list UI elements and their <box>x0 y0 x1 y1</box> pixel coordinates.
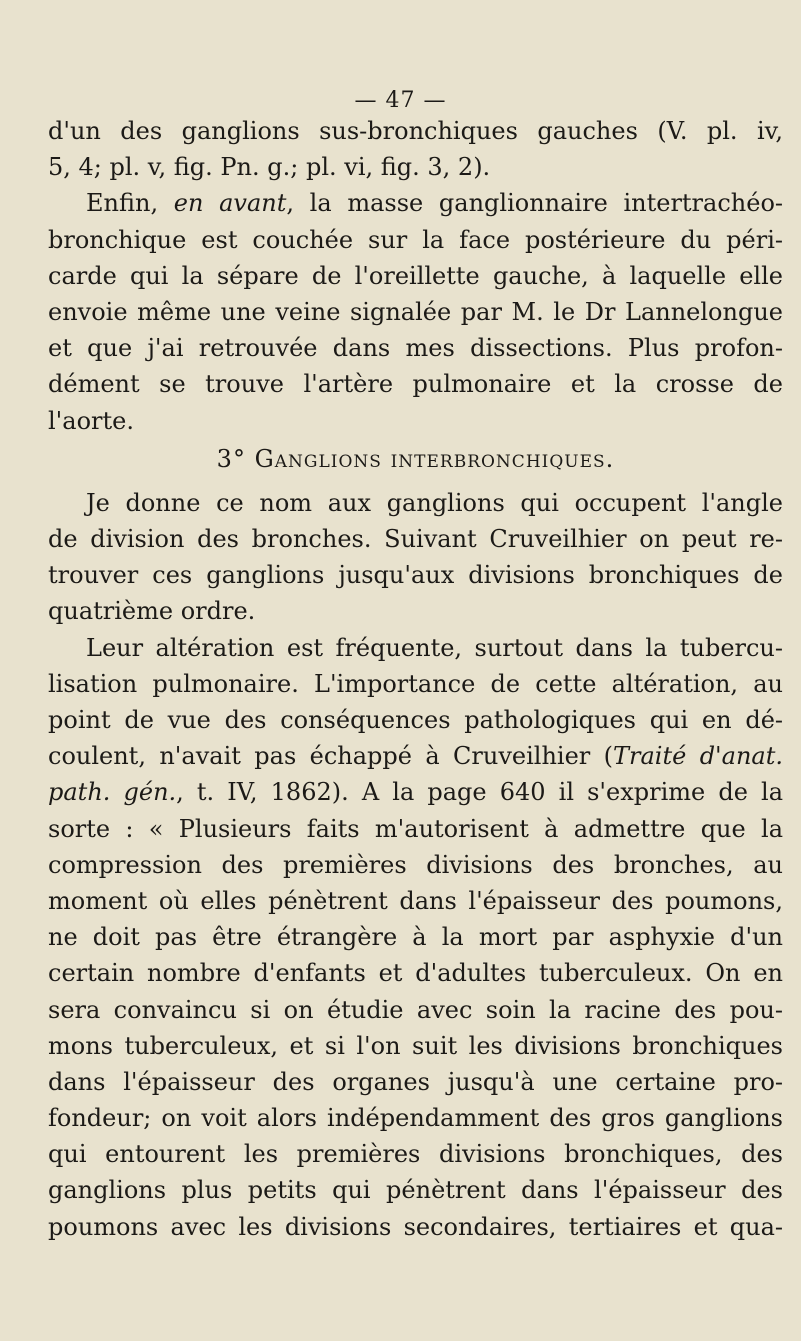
italic-text: Traité d'anat. <box>613 742 783 771</box>
text-segment: coulent, n'avait pas échappé à Cruveilhier ( <box>48 742 613 771</box>
text-line <box>48 1100 783 1136</box>
text-line <box>48 113 783 149</box>
text-line <box>48 366 783 402</box>
text-line <box>48 485 783 521</box>
page-number: — 47 — <box>354 88 447 113</box>
text-segment: point de vue des conséquences pathologiques qui en dé- <box>48 706 783 734</box>
section-heading: 3° Ganglions interbronchiques. <box>216 444 615 473</box>
text-segment: , t. IV, 1862). A la page 640 il s'exprime de la <box>176 778 783 807</box>
text-line <box>48 294 783 330</box>
text-line <box>48 222 783 258</box>
text-line <box>48 992 783 1028</box>
text-segment: d'un des ganglions sus-bronchiques gauches (V. pl. iv, <box>48 117 783 145</box>
text-segment: qui entourent les premières divisions bronchiques, des <box>48 1140 783 1169</box>
text-segment: compression des premières divisions des bronches, au <box>48 850 783 879</box>
italic-text: path. gén. <box>48 778 177 807</box>
text-segment: dément se trouve l'artère pulmonaire et la crosse de <box>48 370 783 399</box>
text-line <box>48 1172 783 1208</box>
text-segment: l'aorte. <box>48 406 134 435</box>
text-line <box>48 738 783 774</box>
text-line <box>48 1028 783 1064</box>
text-segment: et que j'ai retrouvée dans mes dissections. Plus profon- <box>48 334 783 363</box>
text-segment: dans l'épaisseur des organes jusqu'à une certaine pro- <box>48 1067 783 1096</box>
text-segment: Leur altération est fréquente, surtout dans la tubercu- <box>86 633 783 662</box>
text-segment: , la masse ganglionnaire intertrachéo- <box>286 189 783 218</box>
text-segment: mons tuberculeux, et si l'on suit les divisions bronchiques <box>48 1031 783 1060</box>
text-line <box>48 593 783 629</box>
text-line <box>48 630 783 666</box>
text-line <box>48 919 783 955</box>
text-line <box>48 1136 783 1172</box>
text-segment: 5, 4; pl. v, fig. Pn. g.; pl. vi, fig. 3, 2). <box>48 153 491 182</box>
text-line <box>48 1064 783 1100</box>
text-line <box>48 403 783 439</box>
text-segment: moment où elles pénètrent dans l'épaisseur des poumons, <box>48 886 783 915</box>
text-line <box>48 185 783 221</box>
text-segment: lisation pulmonaire. L'importance de cette altération, au <box>48 669 783 698</box>
text-line <box>48 521 783 557</box>
text-segment: envoie même une veine signalée par M. le Dr Lannelongue <box>48 297 783 326</box>
text-segment: ganglions plus petits qui pénètrent dans l'épaisseur des <box>48 1176 783 1205</box>
text-segment: bronchique est couchée sur la face postérieure du péri- <box>48 225 783 254</box>
text-segment: quatrième ordre. <box>48 597 256 626</box>
text-line <box>48 847 783 883</box>
paragraphs-before-heading <box>48 113 783 439</box>
text-line <box>48 330 783 366</box>
text-segment: trouver ces ganglions jusqu'aux divisions bronchiques de <box>48 561 783 590</box>
text-segment: sera convaincu si on étudie avec soin la racine des pou- <box>48 995 783 1024</box>
text-line <box>48 883 783 919</box>
text-line <box>48 811 783 847</box>
text-segment: Je donne ce nom aux ganglions qui occupent l'angle <box>86 488 783 517</box>
text-segment: Enfin, <box>86 189 174 218</box>
text-segment: fondeur; on voit alors indépendamment des gros ganglions <box>48 1104 783 1133</box>
text-line <box>48 955 783 991</box>
text-line <box>48 258 783 294</box>
text-segment: ne doit pas être étrangère à la mort par asphyxie d'un <box>48 923 783 952</box>
paragraphs-after-heading <box>48 485 783 1245</box>
italic-text: en avant <box>173 189 287 218</box>
text-segment: certain nombre d'enfants et d'adultes tuberculeux. On en <box>48 959 783 988</box>
text-segment: de division des bronches. Suivant Cruveilhier on peut re- <box>48 525 783 554</box>
text-line <box>48 774 783 810</box>
text-segment: carde qui la sépare de l'oreillette gauche, à laquelle elle <box>48 261 783 290</box>
text-line <box>48 702 783 738</box>
text-line <box>48 1209 783 1245</box>
text-segment: sorte : « Plusieurs faits m'autorisent à admettre que la <box>48 814 783 843</box>
text-line <box>48 557 783 593</box>
text-line <box>48 666 783 702</box>
text-segment: poumons avec les divisions secondaires, tertiaires et qua- <box>48 1212 783 1241</box>
text-line <box>48 149 783 185</box>
body-text <box>48 113 783 1245</box>
